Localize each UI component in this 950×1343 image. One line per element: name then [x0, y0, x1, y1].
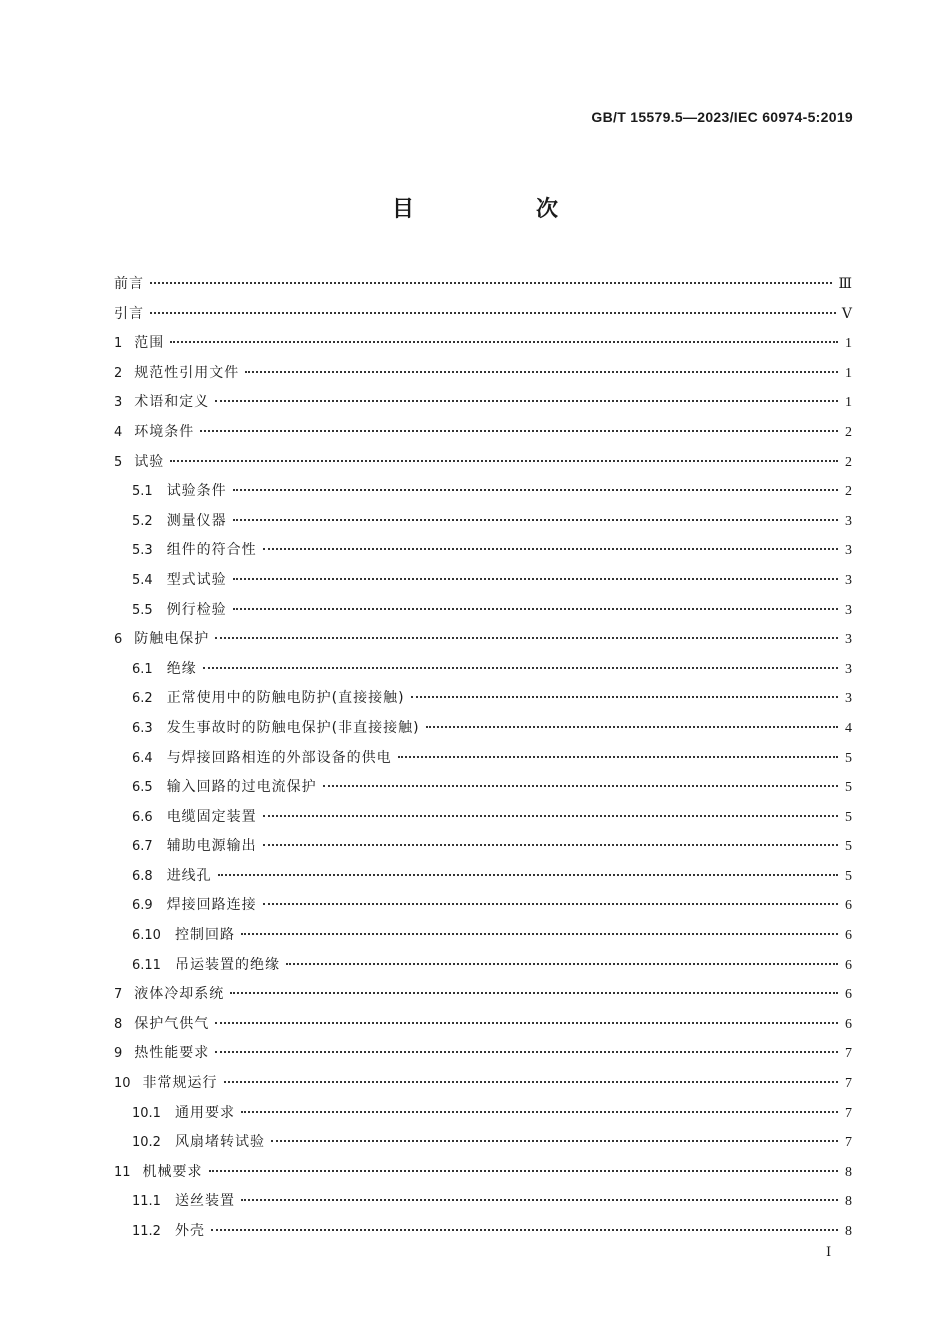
toc-entry[interactable]	[114, 1158, 852, 1188]
toc-entry-number: 6.4	[132, 750, 153, 766]
toc-entry[interactable]	[114, 566, 852, 596]
toc-entry[interactable]	[114, 1069, 852, 1099]
toc-entry-page: 3	[845, 602, 852, 618]
toc-entry-label: 型式试验	[166, 571, 227, 588]
toc-entry-label: 风扇堵转试验	[174, 1134, 265, 1151]
toc-entry[interactable]	[114, 862, 852, 892]
toc-entry[interactable]	[114, 625, 852, 655]
toc-entry-page: 7	[845, 1046, 852, 1062]
toc-entry-page: 8	[845, 1224, 852, 1239]
toc-entry[interactable]	[114, 655, 852, 685]
toc-entry[interactable]	[114, 921, 852, 951]
toc-entry-number: 5.4	[132, 572, 153, 588]
toc-entry-page: 5	[845, 809, 852, 825]
toc-entry[interactable]	[114, 477, 852, 507]
dot-leader	[230, 992, 838, 994]
toc-entry-page: 3	[845, 661, 852, 677]
toc-entry-page: 6	[845, 898, 852, 914]
dot-leader	[323, 785, 838, 787]
toc-entry-page: Ⅲ	[838, 277, 852, 292]
standard-number-header: GB/T 15579.5—2023/IEC 60974-5:2019	[591, 109, 853, 125]
toc-entry-label: 保护气供气	[134, 1015, 210, 1032]
toc-entry-page: 8	[845, 1194, 852, 1210]
toc-entry-label: 焊接回路连接	[166, 897, 257, 914]
toc-entry-label: 例行检验	[166, 601, 227, 618]
toc-entry-label: 正常使用中的防触电防护(直接接触)	[166, 690, 405, 707]
toc-entry-page: 5	[845, 839, 852, 855]
dot-leader	[203, 667, 838, 669]
dot-leader	[215, 1022, 838, 1024]
toc-entry-label: 试验条件	[166, 483, 227, 500]
dot-leader	[271, 1140, 838, 1142]
toc-entry[interactable]	[114, 507, 852, 537]
toc-entry[interactable]	[114, 832, 852, 862]
toc-entry-number: 1	[114, 336, 123, 352]
dot-leader	[245, 371, 838, 373]
toc-entry[interactable]	[114, 773, 852, 803]
toc-entry[interactable]	[114, 1099, 852, 1129]
toc-entry[interactable]	[114, 329, 852, 359]
dot-leader	[241, 1111, 838, 1113]
toc-entry-page: 2	[845, 454, 852, 470]
dot-leader	[209, 1170, 838, 1172]
toc-entry-label: 前言	[114, 276, 144, 292]
toc-entry-number: 6.9	[132, 898, 153, 914]
toc-entry[interactable]	[114, 744, 852, 774]
toc-entry-page: 4	[845, 720, 852, 736]
page-number: Ⅰ	[826, 1244, 832, 1259]
toc-entry-label: 电缆固定装置	[166, 808, 257, 825]
toc-entry-page: 6	[845, 987, 852, 1003]
toc-entry-label: 绝缘	[166, 660, 197, 677]
dot-leader	[426, 726, 838, 728]
dot-leader	[215, 400, 838, 402]
dot-leader	[218, 874, 838, 876]
dot-leader	[233, 608, 838, 610]
dot-leader	[200, 430, 838, 432]
toc-entry-number: 5	[114, 454, 123, 470]
toc-entry-label: 术语和定义	[134, 394, 210, 411]
toc-entry[interactable]	[114, 359, 852, 389]
dot-leader	[211, 1229, 838, 1231]
toc-entry-number: 5.1	[132, 484, 153, 500]
dot-leader	[263, 548, 838, 550]
toc-entry-label: 通用要求	[174, 1104, 235, 1121]
toc-entry-number: 10.1	[132, 1105, 161, 1121]
dot-leader	[150, 282, 832, 284]
toc-entry-label: 机械要求	[142, 1163, 203, 1180]
dot-leader	[286, 963, 838, 965]
toc-entry-page: 7	[845, 1105, 852, 1121]
toc-entry-page: 3	[845, 513, 852, 529]
toc-entry-label: 引言	[114, 305, 144, 322]
dot-leader	[233, 578, 838, 580]
toc-entry-number: 7	[114, 987, 123, 1003]
toc-entry-page: 3	[845, 543, 852, 559]
toc-entry-page: Ⅴ	[841, 306, 852, 322]
toc-entry-label: 热性能要求	[134, 1045, 210, 1062]
toc-entry[interactable]	[114, 891, 852, 921]
toc-entry-number: 6.3	[132, 720, 153, 736]
toc-entry-page: 5	[845, 780, 852, 796]
page-title: 目 次	[391, 197, 608, 222]
dot-leader	[215, 637, 838, 639]
toc-entry-number: 8	[114, 1016, 123, 1032]
toc-entry-page: 6	[845, 1016, 852, 1032]
dot-leader	[263, 815, 838, 817]
toc-entry-number: 2	[114, 365, 123, 381]
toc-entry-label: 范围	[134, 335, 165, 352]
toc-entry[interactable]	[114, 448, 852, 478]
toc-entry[interactable]	[114, 300, 852, 330]
toc-entry-label: 输入回路的过电流保护	[166, 779, 317, 796]
toc-entry[interactable]	[114, 418, 852, 448]
toc-entry-page: 7	[845, 1076, 852, 1092]
toc-entry[interactable]	[114, 536, 852, 566]
toc-entry-number: 6.7	[132, 839, 153, 855]
toc-entry-page: 1	[845, 395, 852, 411]
toc-entry-label: 规范性引用文件	[134, 364, 240, 381]
toc-entry-page: 5	[845, 868, 852, 884]
toc-entry-page: 3	[845, 691, 852, 707]
toc-entry-number: 6.10	[132, 928, 161, 944]
toc-entry-page: 6	[845, 957, 852, 973]
toc-entry[interactable]	[114, 388, 852, 418]
dot-leader	[398, 756, 838, 758]
dot-leader	[233, 489, 838, 491]
toc-entry-number: 11.2	[132, 1224, 161, 1239]
toc-entry[interactable]	[114, 714, 852, 744]
toc-entry-page: 6	[845, 928, 852, 944]
toc-entry-label: 送丝装置	[174, 1193, 235, 1210]
toc-entry[interactable]	[114, 596, 852, 626]
dot-leader	[150, 312, 836, 314]
toc-entry[interactable]	[114, 951, 852, 981]
dot-leader	[411, 696, 838, 698]
toc-entry-number: 5.3	[132, 543, 153, 559]
toc-entry-number: 11	[114, 1164, 131, 1180]
toc-entry[interactable]	[114, 1217, 852, 1247]
toc-entry-number: 5.5	[132, 602, 153, 618]
dot-leader	[215, 1051, 838, 1053]
toc-entry-label: 测量仪器	[166, 512, 227, 529]
toc-entry-page: 2	[845, 484, 852, 500]
toc-entry-label: 辅助电源输出	[166, 838, 257, 855]
toc-entry-number: 6.8	[132, 868, 153, 884]
dot-leader	[233, 519, 838, 521]
toc-entry-label: 防触电保护	[134, 631, 210, 648]
toc-entry-label: 试验	[134, 453, 165, 470]
toc-entry[interactable]	[114, 684, 852, 714]
toc-entry-number: 6.5	[132, 780, 153, 796]
toc-entry-number: 9	[114, 1046, 123, 1062]
toc-entry-number: 10	[114, 1076, 131, 1092]
toc-entry-number: 3	[114, 395, 123, 411]
toc-entry-page: 1	[845, 365, 852, 381]
dot-leader	[224, 1081, 838, 1083]
toc-entry-number: 6.6	[132, 809, 153, 825]
toc-entry[interactable]	[114, 1128, 852, 1158]
toc-entry-page: 5	[845, 750, 852, 766]
toc-entry[interactable]	[114, 1010, 852, 1040]
toc-entry-label: 进线孔	[166, 867, 212, 884]
toc-entry[interactable]	[114, 980, 852, 1010]
toc-entry-page: 2	[845, 424, 852, 440]
toc-entry-label: 与焊接回路相连的外部设备的供电	[166, 749, 392, 766]
toc-entry-number: 6.11	[132, 957, 161, 973]
toc-entry-label: 外壳	[174, 1223, 205, 1239]
table-of-contents	[114, 270, 852, 1247]
toc-entry[interactable]	[114, 1187, 852, 1217]
toc-entry-page: 3	[845, 632, 852, 648]
toc-entry-label: 非常规运行	[142, 1075, 218, 1092]
dot-leader	[170, 341, 838, 343]
dot-leader	[241, 1199, 838, 1201]
toc-entry-page: 8	[845, 1164, 852, 1180]
dot-leader	[263, 844, 838, 846]
toc-entry-number: 5.2	[132, 513, 153, 529]
toc-entry-page: 7	[845, 1135, 852, 1151]
toc-entry-number: 10.2	[132, 1135, 161, 1151]
toc-entry-label: 吊运装置的绝缘	[174, 956, 280, 973]
toc-entry[interactable]	[114, 1039, 852, 1069]
toc-entry-number: 6.1	[132, 661, 153, 677]
toc-entry[interactable]	[114, 270, 852, 300]
toc-entry-number: 4	[114, 424, 123, 440]
dot-leader	[241, 933, 838, 935]
dot-leader	[170, 460, 838, 462]
toc-entry[interactable]	[114, 803, 852, 833]
toc-entry-number: 6.2	[132, 691, 153, 707]
toc-entry-label: 组件的符合性	[166, 542, 257, 559]
toc-entry-label: 控制回路	[174, 927, 235, 944]
toc-entry-label: 发生事故时的防触电保护(非直接接触)	[166, 719, 420, 736]
toc-entry-label: 液体冷却系统	[134, 986, 225, 1003]
toc-entry-number: 11.1	[132, 1194, 161, 1210]
toc-entry-page: 3	[845, 572, 852, 588]
dot-leader	[263, 903, 838, 905]
toc-entry-label: 环境条件	[134, 423, 195, 440]
toc-entry-page: 1	[845, 336, 852, 352]
toc-entry-number: 6	[114, 632, 123, 648]
